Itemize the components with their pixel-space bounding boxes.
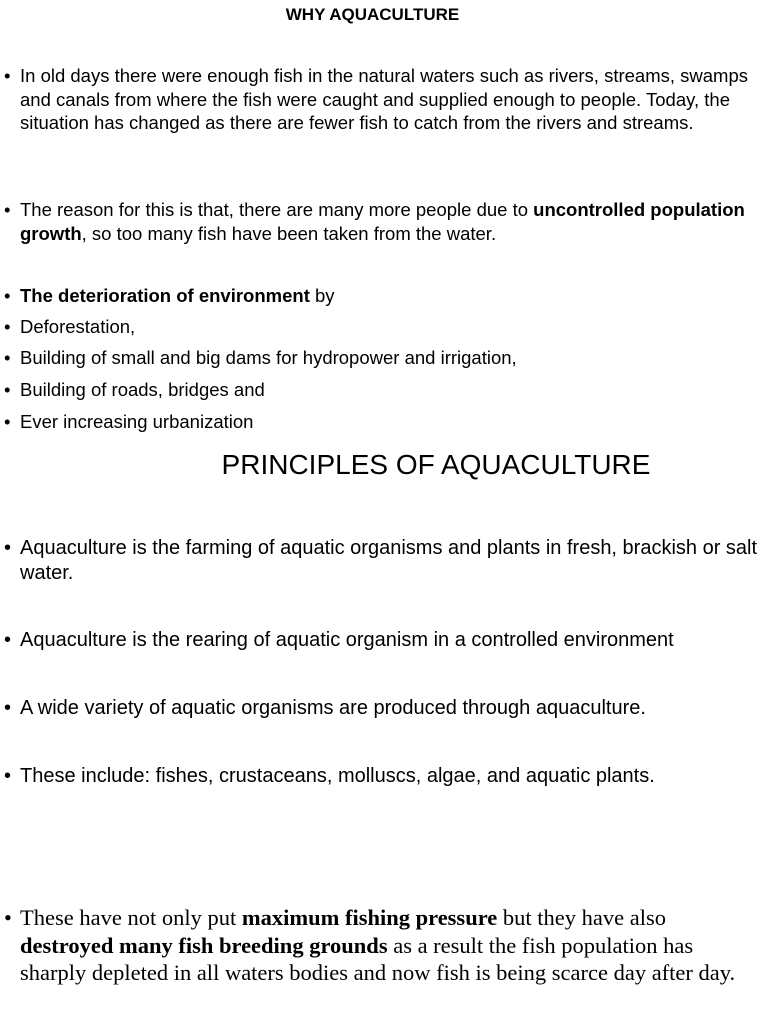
pressure-bold-1: maximum fishing pressure [241, 905, 498, 930]
bullet-deforestation: • Deforestation, [4, 315, 759, 339]
bullet-variety: • A wide variety of aquatic organisms are produced through aquaculture. [4, 696, 759, 721]
bullet-farming: • Aquaculture is the farming of aquatic organisms and plants in fresh, brackish or salt water. [4, 536, 759, 586]
bullet-roads: • Building of roads, bridges and [4, 378, 759, 402]
pressure-bold-2: destroyed many fish breeding grounds [20, 932, 388, 958]
principles-heading: PRINCIPLES OF AQUACULTURE [221, 449, 651, 480]
deterioration-bold: The deterioration of environment [20, 285, 310, 306]
page-title: WHY AQUACULTURE [285, 5, 460, 24]
bullet-reason [4, 198, 759, 245]
pressure-text-mid: but they have also [497, 905, 666, 930]
bullet-dams: • Building of small and big dams for hydropower and irrigation, [4, 346, 759, 370]
bullet-old-days: • In old days there were enough fish in the natural waters such as rivers, streams, swamps and canals from where the fish were caught and supplied enough to people. Today, the situation has changed as there are fewer fish to catch from the rivers and streams. [4, 64, 759, 135]
pressure-text-pre: These have not only put [20, 905, 242, 930]
bullet-fishing-pressure [4, 904, 759, 987]
deterioration-post: by [309, 285, 335, 306]
bullet-includes: • These include: fishes, crustaceans, molluscs, algae, and aquatic plants. [4, 764, 759, 789]
reason-text-post: , so too many fish have been taken from the water. [81, 222, 497, 244]
bullet-rearing: • Aquaculture is the rearing of aquatic organism in a controlled environment [4, 628, 759, 653]
reason-text-bold: uncontrolled population growth [20, 199, 745, 244]
bullet-deterioration [4, 284, 759, 308]
bullet-urbanization: • Ever increasing urbanization [4, 410, 759, 434]
pressure-text-post: as a result the fish population has sharply depleted in all waters bodies and now fish is being scarce day after day. [20, 932, 736, 985]
reason-text-pre: The reason for this is that, there are many more people due to [20, 199, 534, 220]
